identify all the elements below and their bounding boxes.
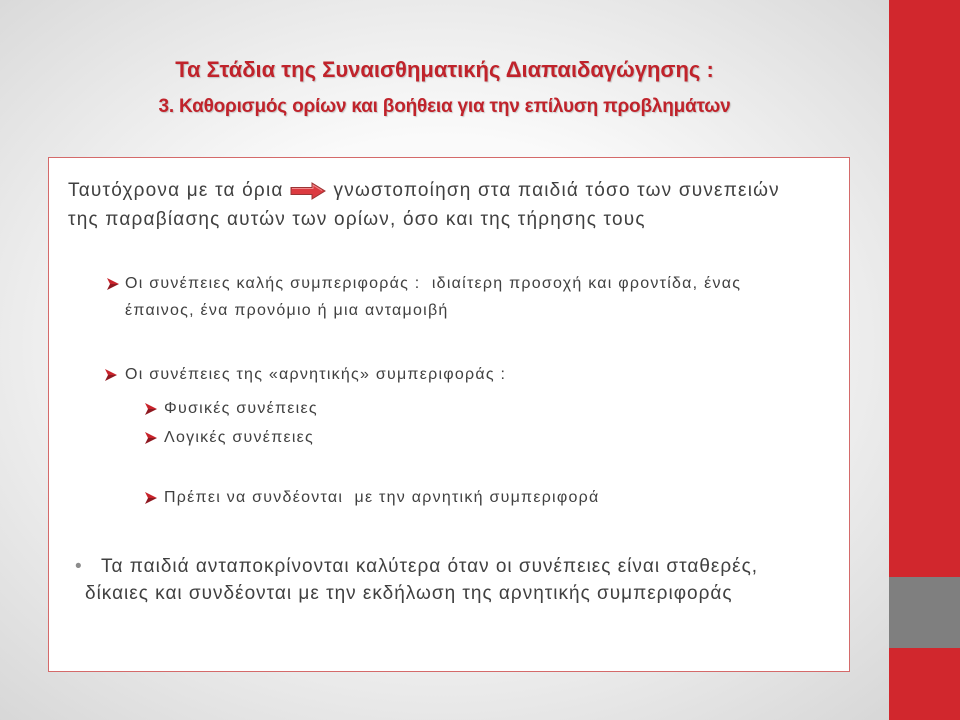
arrow-body <box>291 183 325 199</box>
sub-bullet-text: Φυσικές συνέπειες <box>164 400 318 417</box>
bullet-heading: Οι συνέπειες της «αρνητικής» συμπεριφοράς : <box>125 366 507 383</box>
intro-text-before-arrow: Ταυτόχρονα με τα όρια <box>68 180 284 201</box>
bullet-text-line: έπαινος, ένα προνόμιο ή μια ανταμοιβή <box>125 302 449 319</box>
bullet-dot: • <box>75 556 82 577</box>
arrowhead-upper-facet <box>107 278 119 284</box>
arrowhead-lower-facet <box>145 438 157 444</box>
arrowhead-bullet-icon <box>105 369 117 381</box>
accent-band <box>889 0 960 720</box>
slide-title-line2: 3. Καθορισμός ορίων και βοήθεια για την επίλυση προβλημάτων <box>158 96 731 117</box>
arrowhead-lower-facet <box>145 409 157 415</box>
arrowhead-lower-facet <box>107 284 119 290</box>
arrowhead-bullet-icon <box>107 278 119 290</box>
conclusion-text-line: δίκαιες και συνδέονται με την εκδήλωση της αρνητικής συμπεριφοράς <box>85 583 733 604</box>
arrowhead-bullet-icon <box>145 403 157 415</box>
sub-bullet-text: Λογικές συνέπειες <box>164 429 315 446</box>
arrowhead-lower-facet <box>105 375 117 381</box>
arrowhead-upper-facet <box>105 369 117 375</box>
arrowhead-bullet-icon <box>145 432 157 444</box>
conclusion-text-line: Τα παιδιά ανταποκρίνονται καλύτερα όταν οι συνέπειες είναι σταθερές, <box>101 556 759 577</box>
arrowhead-bullet-icon <box>145 492 157 504</box>
arrowhead-upper-facet <box>145 432 157 438</box>
sub-bullet-item <box>145 398 745 420</box>
intro-line-1 <box>68 178 780 204</box>
right-block-arrow-icon <box>290 182 326 200</box>
sub-bullet-item <box>145 427 745 449</box>
arrowhead-upper-facet <box>145 492 157 498</box>
arrowhead-lower-facet <box>145 498 157 504</box>
slide-title-line1: Τα Στάδια της Συναισθηματικής Διαπαιδαγώγησης : <box>175 57 714 82</box>
sub-bullet-text: Πρέπει να συνδέονται με την αρνητική συμπεριφορά <box>164 489 600 506</box>
intro-line-2: της παραβίασης αυτών των ορίων, όσο και της τήρησης τους <box>68 209 646 230</box>
accent-band-gray-block <box>889 577 960 648</box>
intro-text-after-arrow: γνωστοποίηση στα παιδιά τόσο των συνεπειών <box>333 180 780 201</box>
bullet-text-line: Οι συνέπειες καλής συμπεριφοράς : ιδιαίτερη προσοχή και φροντίδα, ένας <box>125 275 742 292</box>
sub-bullet-item <box>145 487 745 509</box>
arrowhead-upper-facet <box>145 403 157 409</box>
content-box <box>48 157 850 672</box>
